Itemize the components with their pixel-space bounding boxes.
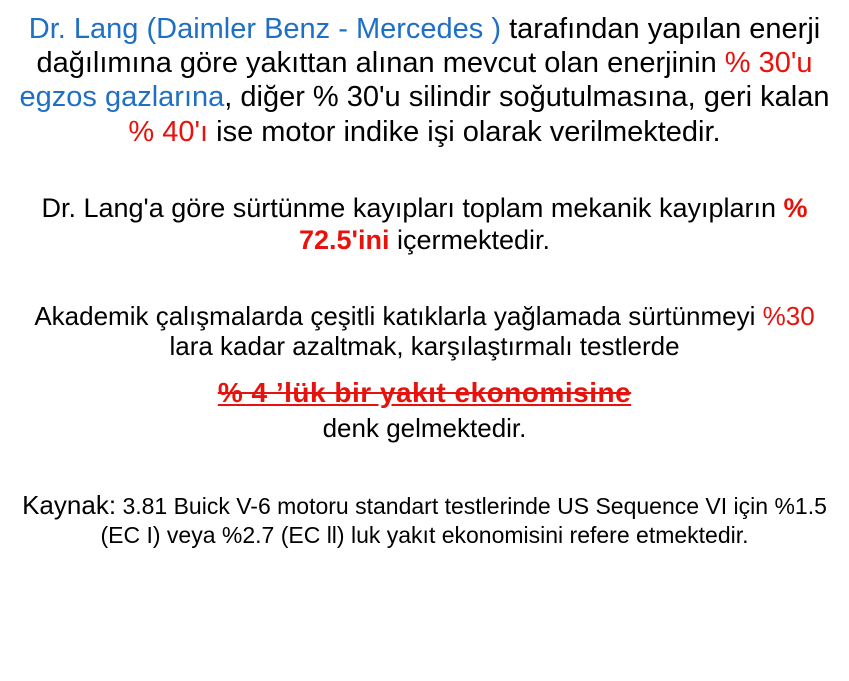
paragraph1-segment-3: % 30'u [724, 47, 813, 80]
paragraph-energy-distribution [14, 12, 835, 149]
highlighted-statement [14, 376, 835, 409]
paragraph1-segment-5: , diğer % 30'u silindir soğutulmasına, geri kalan [224, 81, 830, 114]
paragraph-friction-losses [14, 193, 835, 257]
paragraph-academic-studies [14, 301, 835, 362]
source-label: Kaynak: [22, 489, 117, 520]
paragraph1-segment-2: tarafından yapılan enerji dağılımına göre yakıttan alınan mevcut olan enerjinin [36, 13, 821, 80]
paragraph1-segment-4: egzos gazlarına [19, 81, 225, 114]
paragraph2-segment-3: içermektedir. [396, 224, 551, 255]
paragraph3-percentage: %30 [762, 300, 815, 331]
paragraph1-segment-6: % 40'ı [128, 115, 217, 148]
source-text: 3.81 Buick V-6 motoru standart testlerinde US Sequence VI için %1.5 (EC I) veya %2.7 (EC ll) luk yakıt ekonomisini refere etmektedir. [100, 492, 827, 549]
source-note [14, 490, 835, 550]
paragraph3-segment-3: lara kadar azaltmak, karşılaştırmalı testlerde [169, 331, 680, 362]
paragraph2-segment-1: Dr. Lang'a göre sürtünme kayıpları toplam mekanik kayıpların [41, 192, 784, 223]
paragraph1-segment-1: Dr. Lang (Daimler Benz - Mercedes ) [28, 13, 510, 45]
paragraph3-segment-1: Akademik çalışmalarda çeşitli katıklarla yağlamada sürtünmeyi [34, 300, 763, 331]
paragraph1-segment-7: ise motor indike işi olarak verilmektedir. [216, 115, 721, 148]
paragraph-conclusion: denk gelmektedir. [322, 412, 527, 443]
paragraph2-percentage: % 72.5'ini [298, 192, 808, 255]
highlighted-statement-text: % 4 ’lük bir yakıt ekonomisine [217, 376, 632, 408]
